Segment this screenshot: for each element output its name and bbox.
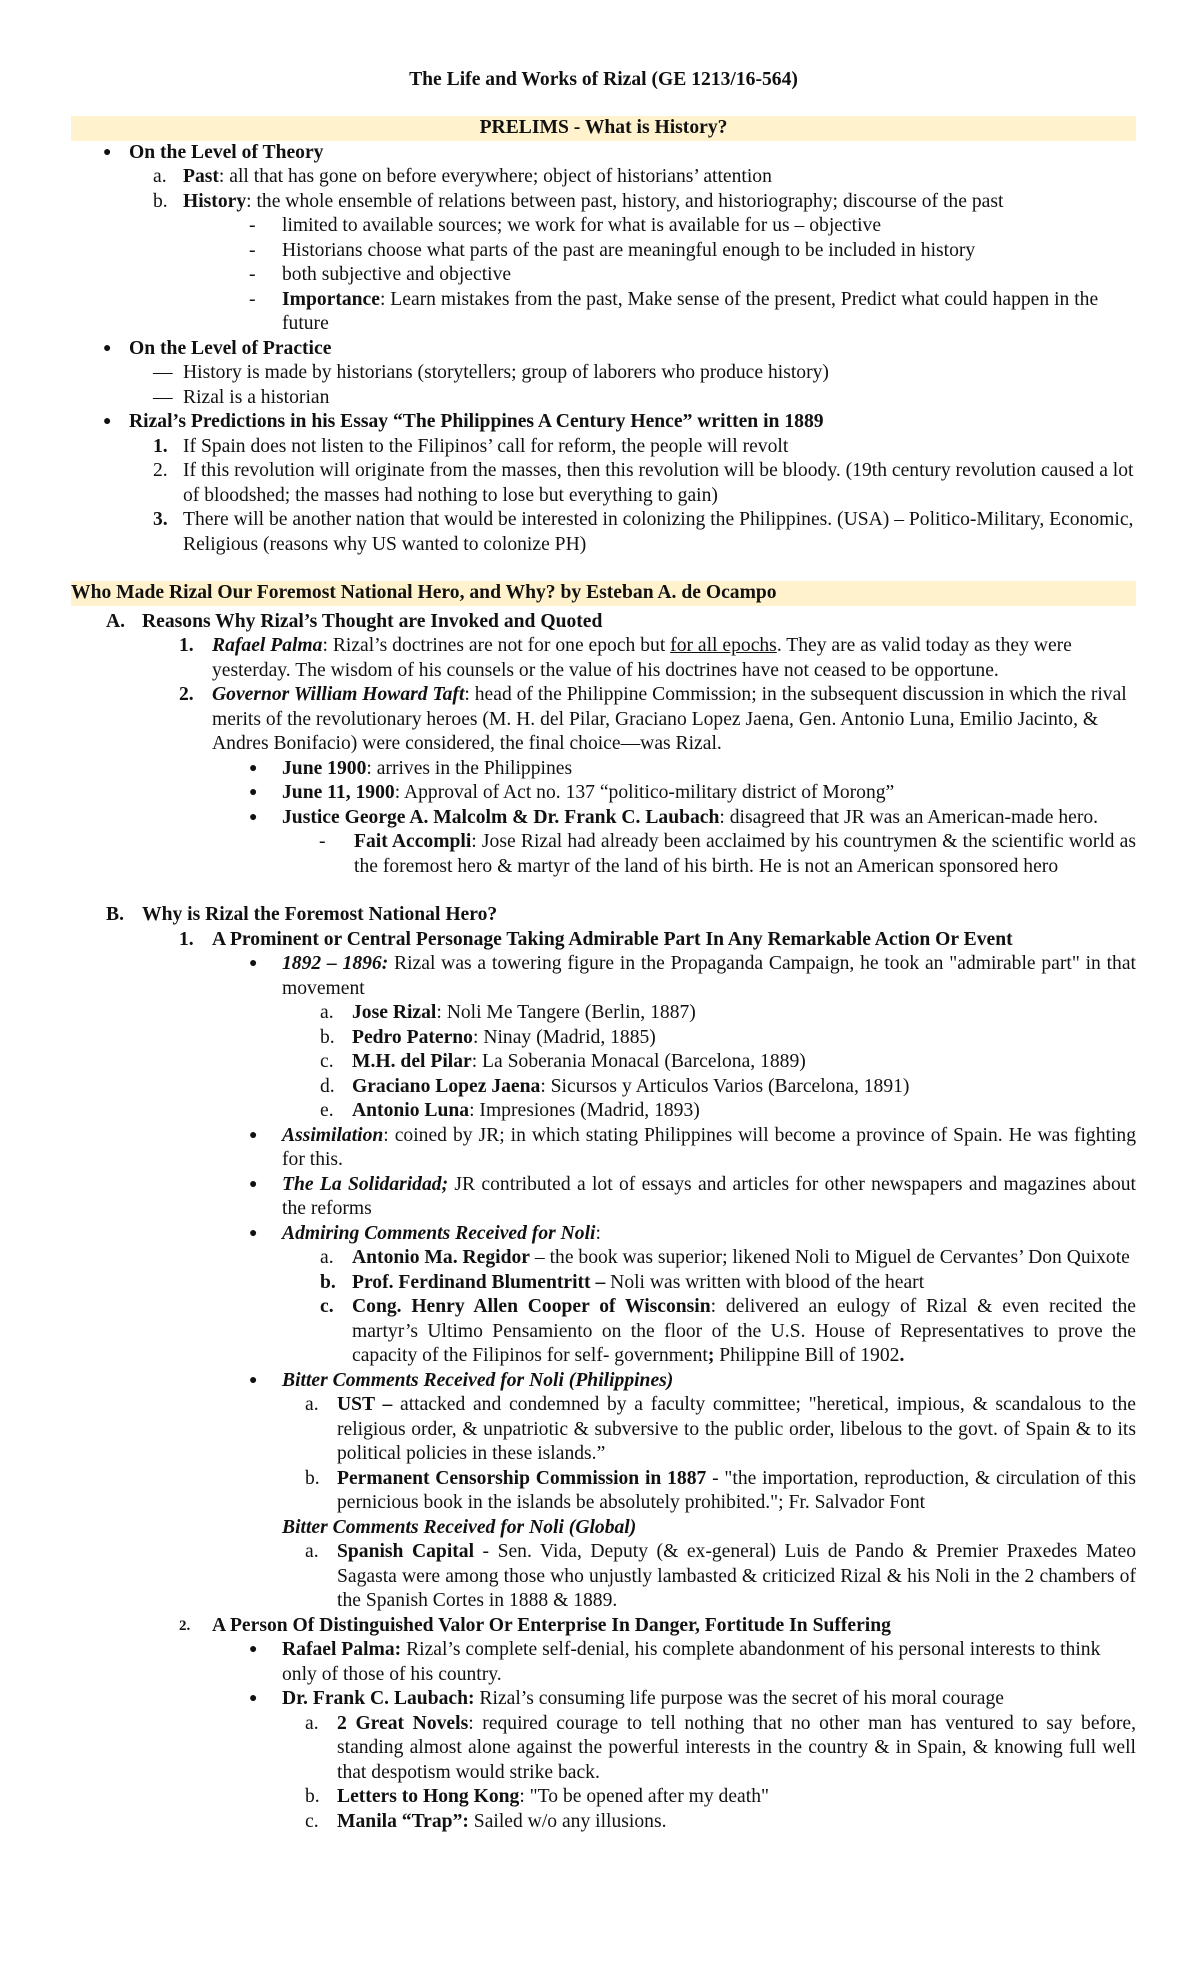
admiring-item	[71, 1246, 1136, 1271]
theory-item-b	[71, 190, 1136, 215]
list-marker: 1.	[153, 435, 168, 457]
ocampo-header: Who Made Rizal Our Foremost National Hero, and Why? by Esteban A. de Ocampo	[71, 581, 1136, 606]
prediction-item	[71, 508, 1136, 557]
dash-marker: —	[153, 386, 173, 408]
history-label: History	[183, 190, 247, 212]
sub-item-text: limited to available sources; we work for what is available for us – objective	[282, 215, 882, 236]
prediction-text: If Spain does not listen to the Filipinos’ call for reform, the people will revolt	[183, 435, 789, 457]
bitter-ph-item-label: Permanent Censorship Commission in 1887	[337, 1467, 707, 1489]
dash-marker: -	[249, 239, 256, 261]
bullet-label: June 1900	[282, 757, 367, 779]
list-marker: 1.	[179, 928, 194, 950]
bullet-label: Justice George A. Malcolm & Dr. Frank C. Laubach	[282, 806, 720, 828]
criterion-1-heading-row	[71, 928, 1136, 953]
bitter-global-label: Bitter Comments Received for Noli (Global)	[282, 1516, 637, 1538]
work-item	[71, 1050, 1136, 1075]
theory-heading-row	[71, 141, 1136, 166]
list-marker: e.	[320, 1100, 334, 1121]
practice-heading: On the Level of Practice	[129, 337, 332, 359]
section-marker: A.	[106, 610, 126, 632]
bitter-ph-list	[71, 1393, 1136, 1516]
bitter-ph-item-label: UST –	[337, 1394, 393, 1415]
work-item-label: Pedro Paterno	[352, 1026, 473, 1048]
work-item-text: : Sicursos y Articulos Varios (Barcelona, 1891)	[540, 1075, 910, 1097]
work-item	[71, 1099, 1136, 1124]
bullet-icon: ●	[103, 144, 112, 160]
admiring-comments-list	[71, 1246, 1136, 1369]
propaganda-label: 1892 – 1896:	[282, 953, 389, 974]
bullet-icon: ●	[249, 1127, 258, 1143]
bullet-text: : Approval of Act no. 137 “politico-military district of Morong”	[394, 782, 895, 803]
palma-label: Rafael Palma	[212, 635, 323, 656]
admiring-item-label: Antonio Ma. Regidor	[352, 1247, 530, 1268]
dash-marker: —	[153, 362, 173, 383]
bullet-icon: ●	[249, 1691, 258, 1706]
predictions-heading: Rizal’s Predictions in his Essay “The Philippines A Century Hence” written in 1889	[129, 411, 824, 432]
dash-marker: -	[249, 264, 256, 285]
list-marker: a.	[320, 1002, 334, 1023]
section-b-heading-row	[71, 903, 1136, 928]
list-marker: b.	[320, 1271, 336, 1293]
list-marker: d.	[320, 1075, 335, 1097]
colon: :	[595, 1222, 601, 1244]
semicolon: ;	[707, 1345, 715, 1366]
bullet-text: : disagreed that JR was an American-made hero.	[719, 806, 1099, 828]
work-item-text: : La Soberania Monacal (Barcelona, 1889)	[471, 1051, 806, 1072]
section-b-heading: Why is Rizal the Foremost National Hero?	[142, 904, 498, 925]
laubach-item-text: Sailed w/o any illusions.	[468, 1810, 667, 1832]
works-list	[71, 1001, 1136, 1124]
practice-heading-row	[71, 337, 1136, 362]
palma-text: . They are as valid today as they were yesterday. The wisdom of his counsels or the value of his doctrines have not ceased to be opportune.	[212, 635, 1072, 681]
assimilation-bullet	[71, 1124, 1136, 1173]
document-title: The Life and Works of Rizal (GE 1213/16-564)	[409, 69, 798, 90]
list-marker: 2.	[179, 684, 194, 705]
dash-marker: -	[249, 288, 256, 310]
list-marker: 3.	[153, 509, 168, 530]
prediction-item	[71, 459, 1136, 508]
list-marker: c.	[305, 1810, 319, 1832]
period: .	[899, 1345, 905, 1366]
theory-sub-item	[71, 239, 1136, 264]
past-text: : all that has gone on before everywhere; object of historians’ attention	[218, 166, 772, 187]
bitter-ph-item-text: attacked and condemned by a faculty committee; "heretical, impious, & scandalous to the religious order, & unpatriotic & subversive to the public order, libelous to the govt. of Spain & to its political policies in these islands.”	[337, 1394, 1136, 1464]
laubach-item-text: : "To be opened after my death"	[519, 1786, 769, 1807]
bullet-icon: ●	[249, 1176, 258, 1192]
list-marker: a.	[320, 1247, 334, 1268]
practice-item	[71, 361, 1136, 386]
bullet-icon: ●	[249, 1225, 258, 1241]
laubach-item-label: 2 Great Novels	[337, 1712, 469, 1734]
list-marker: c.	[320, 1051, 334, 1072]
admiring-item-text: : delivered an eulogy of Rizal & even recited the martyr’s Ultimo Pensamiento on the floor of the U.S. House of Representatives to prove the capacity of the Filipinos for self- government	[352, 1296, 1136, 1366]
admiring-item	[71, 1271, 1136, 1296]
taft-text: : head of the Philippine Commission; in the subsequent discussion in which the rival merits of the revolutionary heroes (M. H. del Pilar, Graciano Lopez Jaena, Gen. Antonio Luna, Emilio Jacinto, & Andres Bonifacio) were considered, the final choice—was Rizal.	[212, 684, 1127, 754]
bullet-icon: ●	[249, 1642, 258, 1657]
importance-label: Importance	[282, 288, 380, 310]
theory-item-a	[71, 165, 1136, 190]
theory-sub-item	[71, 214, 1136, 239]
list-marker: a.	[153, 166, 167, 187]
bullet-icon: ●	[103, 414, 112, 429]
work-item-label: Antonio Luna	[352, 1100, 470, 1121]
sub-item-text: both subjective and objective	[282, 264, 512, 285]
laubach-item-label: Letters to Hong Kong	[337, 1786, 520, 1807]
predictions-heading-row	[71, 410, 1136, 435]
section-a-heading-row	[71, 610, 1136, 635]
bitter-global-item	[71, 1540, 1136, 1614]
work-item-label: Graciano Lopez Jaena	[352, 1075, 541, 1097]
laubach-item	[71, 1810, 1136, 1835]
assimilation-text: : coined by JR; in which stating Philippines will become a province of Spain. He was fighting for this.	[282, 1124, 1136, 1170]
palma-text: : Rizal’s doctrines are not for one epoch but	[322, 635, 671, 656]
bullet-label: June 11, 1900	[282, 782, 395, 803]
laubach-item	[71, 1785, 1136, 1810]
admiring-item-label: Cong. Henry Allen Cooper of Wisconsin	[352, 1296, 711, 1317]
fait-label: Fait Accompli	[354, 831, 472, 852]
bullet-icon: ●	[249, 760, 258, 776]
bullet-text: : arrives in the Philippines	[366, 757, 573, 779]
admiring-comments-label: Admiring Comments Received for Noli	[282, 1222, 596, 1244]
work-item	[71, 1001, 1136, 1026]
document-page	[71, 68, 1136, 1834]
prediction-text: If this revolution will originate from the masses, then this revolution will be bloody. (19th century revolution caused a lot of bloodshed; the masses had nothing to lose but everything to gain)	[183, 460, 1134, 506]
bill-text: Philippine Bill of 1902	[714, 1345, 900, 1366]
list-marker: b.	[305, 1467, 320, 1489]
palma-valor-text: Rizal’s complete self-denial, his complete abandonment of his personal interests to think only of those of his country.	[282, 1639, 1101, 1685]
work-item	[71, 1075, 1136, 1100]
list-marker: 1.	[179, 635, 194, 656]
bitter-ph-item	[71, 1467, 1136, 1516]
practice-text: History is made by historians (storytellers; group of laborers who produce history)	[183, 362, 829, 383]
criterion-2-heading: A Person Of Distinguished Valor Or Enterprise In Danger, Fortitude In Suffering	[212, 1614, 891, 1636]
la-solidaridad-text: JR contributed a lot of essays and articles for other newspapers and magazines about the reforms	[282, 1173, 1136, 1219]
work-item-label: M.H. del Pilar	[352, 1051, 472, 1072]
work-item-label: Jose Rizal	[352, 1002, 437, 1023]
laubach-item-text: : required courage to tell nothing that no other man has ventured to say before, standing almost alone against the powerful interests in the country & in Spain, & knowing full well that despotism would strike back.	[337, 1712, 1136, 1783]
bitter-ph-label: Bitter Comments Received for Noli (Philippines)	[282, 1369, 674, 1391]
spanish-capital-label: Spanish Capital	[337, 1541, 475, 1562]
prediction-text: There will be another nation that would be interested in colonizing the Philippines. (USA) – Politico-Military, Economic, Religious (reasons why US wanted to colonize PH)	[183, 509, 1134, 555]
laubach-label: Dr. Frank C. Laubach:	[282, 1688, 475, 1709]
theory-sub-item	[71, 288, 1136, 337]
palma-underlined: for all epochs	[670, 635, 777, 656]
list-marker: a.	[305, 1541, 319, 1562]
list-marker: a.	[305, 1394, 319, 1415]
admiring-item-text: – the book was superior; likened Noli to Miguel de Cervantes’ Don Quixote	[529, 1247, 1130, 1268]
palma-valor-bullet	[71, 1638, 1136, 1687]
bitter-ph-item	[71, 1393, 1136, 1467]
sub-item-text: Historians choose what parts of the past are meaningful enough to be included in history	[282, 239, 976, 261]
bullet-icon: ●	[103, 340, 112, 356]
work-item-text: : Impresiones (Madrid, 1893)	[469, 1100, 700, 1121]
laubach-item	[71, 1712, 1136, 1786]
theory-heading: On the Level of Theory	[129, 141, 324, 163]
assimilation-label: Assimilation	[282, 1124, 384, 1146]
criterion-2-heading-row	[71, 1614, 1136, 1639]
section-marker: B.	[106, 904, 124, 925]
fait-text: : Jose Rizal had already been acclaimed by his countrymen & the scientific world as the foremost hero & martyr of the land of his birth. He is not an American sponsored hero	[354, 831, 1136, 877]
bitter-global-heading-row	[71, 1516, 1136, 1541]
admiring-item	[71, 1295, 1136, 1369]
bullet-icon: ●	[249, 956, 258, 971]
work-item-text: : Ninay (Madrid, 1885)	[472, 1026, 656, 1048]
list-marker: a.	[305, 1712, 319, 1734]
criterion-1-heading: A Prominent or Central Personage Taking Admirable Part In Any Remarkable Action Or Event	[212, 928, 1013, 950]
laubach-text: Rizal’s consuming life purpose was the secret of his moral courage	[474, 1688, 1004, 1709]
theory-sub-item	[71, 263, 1136, 288]
practice-text: Rizal is a historian	[183, 386, 330, 408]
taft-bullet	[71, 757, 1136, 782]
propaganda-text: Rizal was a towering figure in the Propaganda Campaign, he took an "admirable part" in that movement	[282, 953, 1136, 999]
prelims-header: PRELIMS - What is History?	[71, 116, 1136, 141]
past-label: Past	[183, 166, 219, 187]
list-marker: 2.	[153, 460, 168, 481]
laubach-bullet	[71, 1687, 1136, 1712]
dash-marker: -	[319, 831, 326, 852]
palma-item	[71, 634, 1136, 683]
admiring-comments-bullet	[71, 1222, 1136, 1247]
work-item-text: : Noli Me Tangere (Berlin, 1887)	[436, 1002, 696, 1023]
bitter-ph-bullet	[71, 1369, 1136, 1394]
fait-accompli-item	[71, 830, 1136, 879]
taft-item	[71, 683, 1136, 757]
palma-valor-label: Rafael Palma:	[282, 1639, 402, 1660]
taft-bullet	[71, 781, 1136, 806]
importance-text: : Learn mistakes from the past, Make sense of the present, Predict what could happen in the future	[282, 288, 1099, 334]
bitter-ph-item-text: - "the importation, reproduction, & circulation of this pernicious book in the islands be absolutely prohibited."; Fr. Salvador Font	[337, 1467, 1136, 1513]
bullet-icon: ●	[249, 809, 258, 825]
work-item	[71, 1026, 1136, 1051]
la-solidaridad-label: The La Solidaridad;	[282, 1173, 449, 1195]
bullet-icon: ●	[249, 785, 258, 800]
la-solidaridad-bullet	[71, 1173, 1136, 1222]
taft-bullet	[71, 806, 1136, 831]
list-marker: b.	[320, 1026, 335, 1048]
practice-item	[71, 386, 1136, 411]
history-text: : the whole ensemble of relations between past, history, and historiography; discourse of the past	[246, 190, 1004, 212]
laubach-item-label: Manila “Trap”:	[337, 1810, 469, 1832]
laubach-list	[71, 1712, 1136, 1835]
dash-marker: -	[249, 215, 256, 236]
spanish-capital-text: - Sen. Vida, Deputy (& ex-general) Luis de Pando & Premier Praxedes Mateo Sagasta were among those who unjustly lambasted & criticized Rizal & his Noli in the 2 chambers of the Spanish Cortes in 1888 & 1889.	[337, 1541, 1136, 1611]
admiring-item-label: Prof. Ferdinand Blumentritt –	[352, 1271, 606, 1293]
prediction-item	[71, 435, 1136, 460]
list-marker: c.	[320, 1296, 334, 1317]
bullet-icon: ●	[249, 1372, 258, 1388]
list-marker: 2.	[179, 1617, 191, 1634]
section-a-heading: Reasons Why Rizal’s Thought are Invoked and Quoted	[142, 610, 603, 632]
taft-label: Governor William Howard Taft	[212, 684, 465, 705]
list-marker: b.	[305, 1786, 320, 1807]
list-marker: b.	[153, 190, 168, 212]
admiring-item-text: Noli was written with blood of the heart	[605, 1271, 925, 1293]
propaganda-bullet	[71, 952, 1136, 1001]
